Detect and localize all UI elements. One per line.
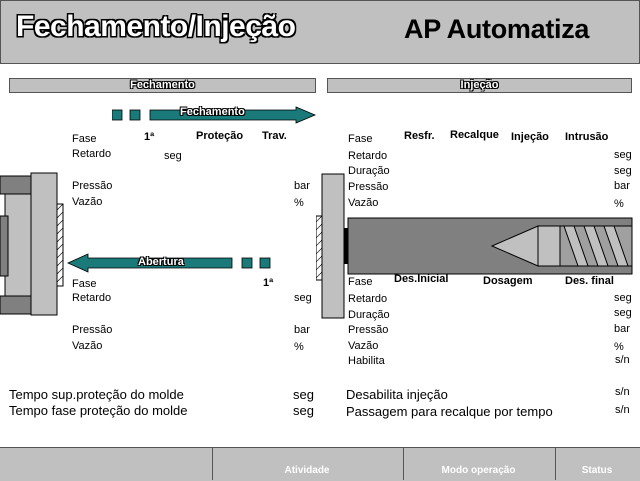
open-vazao-unit: %: [294, 341, 304, 353]
passagem-recalque-unit: s/n: [615, 404, 630, 416]
footer-modo-operacao: Modo operação: [441, 465, 516, 476]
open-pressao-label: Pressão: [72, 324, 113, 336]
mold-clamp-graphic: [0, 170, 70, 320]
inj-pressao-unit: bar: [614, 180, 630, 192]
close-col-protecao: Proteção: [196, 130, 244, 142]
arrow-abertura-label: Abertura: [138, 256, 184, 268]
inj-col-recalque: Recalque: [450, 129, 499, 141]
inj-vazao-unit: %: [614, 198, 624, 210]
close-col-trav: Trav.: [262, 130, 287, 142]
inj-pressao-label: Pressão: [348, 181, 389, 193]
inj-vazao-label: Vazão: [348, 197, 379, 209]
dos-col-dosagem: Dosagem: [483, 275, 533, 287]
close-fase-label: Fase: [72, 133, 97, 145]
dos-retardo-unit: seg: [614, 292, 632, 304]
inj-col-resfr: Resfr.: [404, 130, 435, 142]
inj-duracao-label: Duração: [348, 165, 390, 177]
open-vazao-label: Vazão: [72, 340, 103, 352]
tempo-sup-protecao-unit: seg: [293, 387, 314, 402]
close-pressao-unit: bar: [294, 180, 310, 192]
dos-retardo-label: Retardo: [348, 293, 388, 305]
open-fase-label: Fase: [72, 278, 97, 290]
dos-habilita-label: Habilita: [348, 355, 385, 367]
page-title: Fechamento/Injeção: [16, 10, 296, 43]
desabilita-injecao-unit: s/n: [615, 386, 630, 398]
tempo-fase-protecao-unit: seg: [293, 403, 314, 418]
desabilita-injecao-label: Desabilita injeção: [346, 387, 448, 402]
inj-fase-label: Fase: [348, 133, 373, 145]
open-pressao-unit: bar: [294, 324, 310, 336]
dos-duracao-unit: seg: [614, 307, 632, 319]
open-retardo-unit: seg: [294, 292, 312, 304]
dos-habilita-unit: s/n: [615, 354, 630, 366]
close-retardo-unit: seg: [164, 150, 182, 162]
injecao-section-title: Injeção: [327, 78, 632, 93]
dos-duracao-label: Duração: [348, 309, 390, 321]
open-retardo-label: Retardo: [72, 292, 112, 304]
dos-col-desfinal: Des. final: [565, 275, 614, 287]
dos-fase-label: Fase: [348, 276, 373, 288]
inj-col-injecao: Injeção: [511, 131, 549, 143]
dos-vazao-unit: %: [614, 341, 624, 353]
dos-col-desinicial: Des.Inicial: [394, 273, 449, 285]
footer-atividade: Atividade: [284, 465, 330, 476]
close-retardo-label: Retardo: [72, 148, 112, 160]
open-col-1: 1ª: [263, 277, 274, 289]
inj-retardo-unit: seg: [614, 149, 632, 161]
brand-name: AP Automatiza: [404, 14, 590, 44]
dos-pressao-label: Pressão: [348, 324, 389, 336]
tempo-fase-protecao-label: Tempo fase proteção do molde: [9, 403, 188, 418]
footer-status: Status: [581, 465, 613, 476]
inj-col-intrusao: Intrusão: [565, 131, 609, 143]
close-col-1: 1ª: [144, 131, 155, 143]
dos-vazao-label: Vazão: [348, 340, 379, 352]
close-vazao-unit: %: [294, 197, 304, 209]
fechamento-section-title: Fechamento: [9, 78, 316, 93]
passagem-recalque-label: Passagem para recalque por tempo: [346, 404, 553, 419]
arrow-fechamento-label: Fechamento: [180, 106, 245, 118]
tempo-sup-protecao-label: Tempo sup.proteção do molde: [9, 387, 184, 402]
close-vazao-label: Vazão: [72, 196, 103, 208]
dos-pressao-unit: bar: [614, 323, 630, 335]
close-pressao-label: Pressão: [72, 180, 113, 192]
inj-duracao-unit: seg: [614, 165, 632, 177]
inj-retardo-label: Retardo: [348, 150, 388, 162]
